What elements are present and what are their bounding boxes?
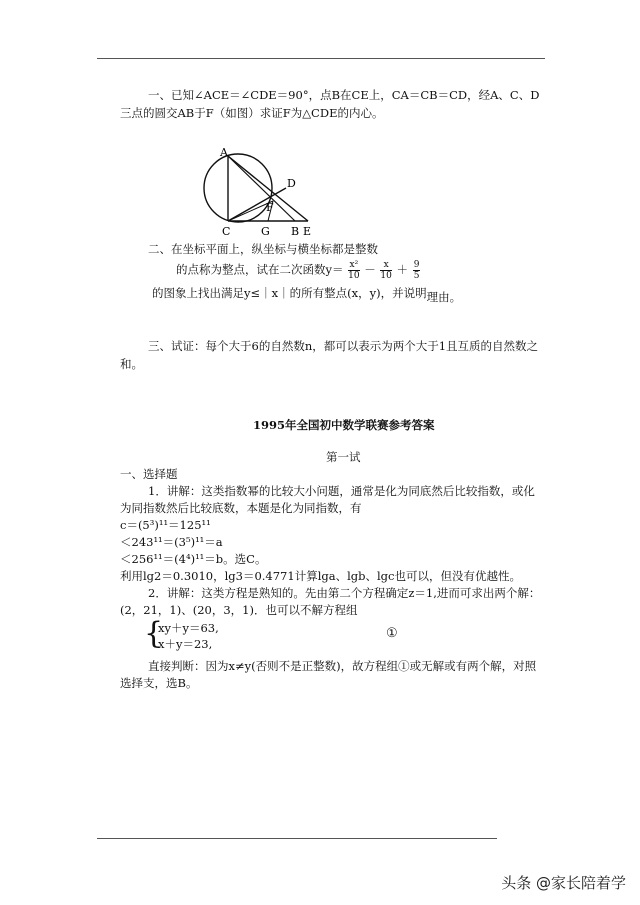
top-rule bbox=[97, 58, 545, 59]
answers-subtitle: 第一试 bbox=[326, 450, 361, 464]
equation-brace: { bbox=[144, 616, 164, 651]
label-b: B bbox=[291, 225, 300, 238]
answers-title: 1995年全国初中数学联赛参考答案 bbox=[253, 418, 435, 432]
geometry-figure bbox=[200, 143, 320, 243]
section-heading: 一、选择题 bbox=[120, 467, 178, 481]
problem3-line1: 三、试证：每个大于6的自然数n，都可以表示为两个大于1且互质的自然数之 bbox=[148, 339, 539, 353]
answer2-system-eq1: xy＋y＝63, bbox=[158, 621, 219, 635]
fraction-x2-over-10: $\frac{\text{x²}}{10}$ bbox=[348, 260, 360, 281]
bottom-rule bbox=[97, 838, 497, 839]
problem2-line3 bbox=[152, 286, 462, 304]
problem1-line1: 一、已知∠ACE＝∠CDE＝90°，点B在CE上，CA＝CB＝CD，经A、C、D bbox=[148, 88, 540, 102]
answer1-line2: 为同指数然后比较底数，本题是化为同指数，有 bbox=[120, 501, 362, 515]
fraction-x-over-10: $\frac{x}{10}$ bbox=[380, 260, 392, 281]
label-c: C bbox=[222, 225, 231, 238]
answer1-eq3: ＜256¹¹＝(4⁴)¹¹＝b。选C。 bbox=[120, 552, 267, 566]
label-a: A bbox=[220, 146, 228, 159]
problem3-line2: 和。 bbox=[120, 357, 143, 371]
answer1-line1: 1．讲解：这类指数幂的比较大小问题，通常是化为同底然后比较指数，或化 bbox=[148, 484, 535, 498]
fraction-9-over-5: $\frac{9}{5}$ bbox=[413, 260, 420, 281]
equation-number-1: ① bbox=[386, 626, 398, 641]
problem2-line1: 二、在坐标平面上，纵坐标与横坐标都是整数 bbox=[148, 242, 378, 256]
label-e: E bbox=[303, 225, 312, 238]
plus-sign: ＋ bbox=[396, 262, 409, 277]
answer2-system-eq2: x＋y＝23, bbox=[158, 637, 213, 651]
answer1-eq1: c＝(5³)¹¹＝125¹¹ bbox=[120, 518, 211, 532]
answer1-note: 利用lg2＝0.3010，lg3＝0.4771计算lga、lgb、lgc也可以，但没有优越性。 bbox=[120, 569, 521, 583]
label-f: F bbox=[266, 201, 274, 214]
answer2-line3: 直接判断：因为x≠y(否则不是正整数)，故方程组①或无解或有两个解，对照 bbox=[148, 659, 537, 673]
minus-sign: － bbox=[364, 262, 376, 277]
answer2-line4: 选择支，选B。 bbox=[120, 676, 198, 690]
watermark-text: 头条 @家长陪着学 bbox=[501, 874, 626, 892]
answer2-line2: (2，21，1)、(20，3，1)．也可以不解方程组 bbox=[120, 603, 358, 617]
label-g: G bbox=[261, 225, 270, 238]
label-d: D bbox=[287, 177, 296, 190]
problem1-line2: 三点的圆交AB于F（如图）求证F为△CDE的内心。 bbox=[120, 106, 384, 120]
problem2-line2-text: 的点称为整点，试在二次函数y＝ bbox=[176, 262, 344, 277]
answer2-line1: 2．讲解：这类方程是熟知的。先由第二个方程确定z＝1,进而可求出两个解： bbox=[148, 586, 541, 600]
answer1-eq2: ＜243¹¹＝(3⁵)¹¹＝a bbox=[120, 535, 223, 549]
problem2-line3-end: 理由。 bbox=[426, 290, 462, 304]
problem2-line3-text: 的图象上找出满足y≤｜x｜的所有整点(x，y)，并说明 bbox=[152, 286, 427, 300]
problem2-line2 bbox=[176, 260, 421, 281]
